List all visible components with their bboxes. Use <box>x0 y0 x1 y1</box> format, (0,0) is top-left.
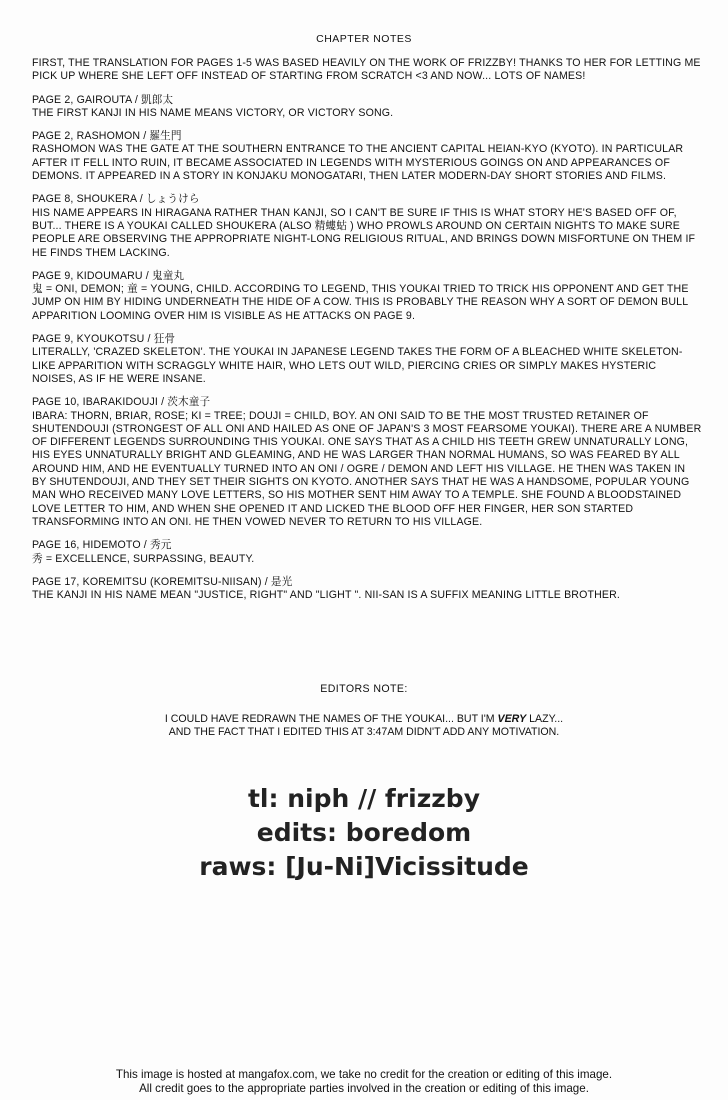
note-body: IBARA: THORN, BRIAR, ROSE; KI = TREE; DOUJI = CHILD, BOY. AN ONI SAID TO BE THE MOST TRUSTED RETAINER OF SHUTENDOUJI (STRONGEST OF ALL ONI AND HAILED AS ONE OF JAPAN'S 3 MOST FEARSOME YOUKAI). THERE ARE A NUMBER OF DIFFERENT LEGENDS SURROUNDING THIS YOUKAI. ONE SAYS THAT AS A CHILD HIS TEETH GREW UNNATURALLY LONG, HIS EYES UNNATURALLY BRIGHT AND GLEAMING, AND HE WAS LARGER THAN NORMAL HUMANS, SO WAS FEARED BY ALL AROUND HIM, AND HE EVENTUALLY TURNED INTO AN ONI / OGRE / DEMON AND LEFT HIS VILLAGE. HE THEN WAS TAKEN IN BY SHUTENDOUJI, AND THEY SET THEIR SIGHTS ON KYOTO. ANOTHER SAYS THAT HE WAS A HANDSOME, POPULAR YOUNG MAN WHO RECEIVED MANY LOVE LETTERS, SO HIS MOTHER SENT HIM AWAY TO A TEMPLE. SHE FOUND A BLOODSTAINED LOVE LETTER TO HIM, AND WHEN SHE OPENED IT AND LICKED THE BLOOD OFF HER FINGER, HER SON STARTED TRANSFORMING INTO AN ONI. HE THEN VOWED NEVER TO RETURN TO HIS VILLAGE. <box>32 409 702 528</box>
note-heading: PAGE 2, GAIROUTA / 凱郎太 <box>32 93 174 106</box>
hosting-disclaimer <box>0 1068 728 1096</box>
note-item <box>32 94 702 121</box>
chapter-notes-title: CHAPTER NOTES <box>316 33 412 45</box>
disclaimer-line-2: All credit goes to the appropriate parties involved in the creation or editing of this image. <box>139 1082 589 1095</box>
editor-credit: edits: boredom <box>256 818 472 847</box>
note-item <box>32 270 702 323</box>
editors-note-line-1 <box>0 713 728 726</box>
note-heading: PAGE 17, KOREMITSU (KOREMITSU-NIISAN) / 是光 <box>32 575 293 588</box>
translator-credit: tl: niph // frizzby <box>247 784 481 813</box>
note-item <box>32 193 702 259</box>
note-body: HIS NAME APPEARS IN HIRAGANA RATHER THAN KANJI, SO I CAN'T BE SURE IF THIS IS WHAT STORY HE'S BASED OFF OF, BUT... THERE IS A YOUKAI CALLED SHOUKERA (ALSO 精螻蛄 ) WHO PROWLS AROUND ON CERTAIN NIGHTS TO MAKE SURE PEOPLE ARE OBSERVING THE APPROPRIATE NIGHT-LONG RELIGIOUS RITUAL, AND BRINGS DOWN MISFORTUNE ON THEM IF HE FINDS THEM LACKING. <box>32 206 696 259</box>
note-heading: PAGE 8, SHOUKERA / しょうけら <box>32 193 200 206</box>
note-item <box>32 130 702 183</box>
note-heading: PAGE 9, KIDOUMARU / 鬼童丸 <box>32 269 185 282</box>
note-item <box>32 576 702 603</box>
editors-note <box>0 683 728 740</box>
raws-credit: raws: [Ju-Ni]Vicissitude <box>199 852 529 881</box>
note-item <box>32 333 702 386</box>
note-heading: PAGE 16, HIDEMOTO / 秀元 <box>32 539 172 552</box>
note-body: THE KANJI IN HIS NAME MEAN "JUSTICE, RIGHT" AND "LIGHT ". NII-SAN IS A SUFFIX MEANING LITTLE BROTHER. <box>32 589 621 602</box>
note-body: LITERALLY, 'CRAZED SKELETON'. THE YOUKAI IN JAPANESE LEGEND TAKES THE FORM OF A BLEACHED WHITE SKELETON-LIKE APPARITION WITH SCRAGGLY WHITE HAIR, WHO LETS OUT WILD, PIERCING CRIES OR SIMPLY MAKES HYSTERIC NOISES, AS IF HE WERE INSANE. <box>32 346 683 385</box>
note-body: THE FIRST KANJI IN HIS NAME MEANS VICTORY, OR VICTORY SONG. <box>32 106 394 119</box>
note-heading: PAGE 10, IBARAKIDOUJI / 茨木童子 <box>32 396 211 409</box>
editors-note-title: EDITORS NOTE: <box>320 683 408 695</box>
editors-note-line-2: AND THE FACT THAT I EDITED THIS AT 3:47AM DIDN'T ADD ANY MOTIVATION. <box>168 726 560 739</box>
editors-note-text: I COULD HAVE REDRAWN THE NAMES OF THE YOUKAI... BUT I'M <box>164 713 498 725</box>
credits <box>0 782 728 884</box>
disclaimer-line-1: This image is hosted at mangafox.com, we take no credit for the creation or editing of this image. <box>115 1068 613 1081</box>
note-heading: PAGE 9, KYOUKOTSU / 狂骨 <box>32 333 176 346</box>
note-body: RASHOMON WAS THE GATE AT THE SOUTHERN ENTRANCE TO THE ANCIENT CAPITAL HEIAN-KYO (KYOTO). IN PARTICULAR AFTER IT FELL INTO RUIN, IT BECAME ASSOCIATED IN LEGENDS WITH MYSTERIOUS GOINGS ON AND APPEARANCES OF DEMONS. IT APPEARED IN A STORY IN KONJAKU MONOGATARI, THEN LATER MODERN-DAY SHORT STORIES AND FILMS. <box>32 143 684 183</box>
notes-section <box>32 57 702 612</box>
editors-note-text: LAZY... <box>526 713 564 725</box>
note-heading: PAGE 2, RASHOMON / 羅生門 <box>32 130 182 143</box>
note-body: 鬼 = ONI, DEMON; 童 = YOUNG, CHILD. ACCORDING TO LEGEND, THIS YOUKAI TRIED TO TRICK HIS OPPONENT AND GET THE JUMP ON HIM BY HIDING UNDERNEATH THE HIDE OF A COW. THIS IS PROBABLY THE REASON WHY A SORT OF DEMON BULL APPARITION LOOMING OVER HIM IS VISIBLE AS HE ATTACKS ON PAGE 9. <box>32 283 689 322</box>
note-item <box>32 539 702 566</box>
note-item <box>32 396 702 529</box>
note-body: 秀 = EXCELLENCE, SURPASSING, BEAUTY. <box>32 552 255 565</box>
editors-note-emphasis: VERY <box>497 713 527 725</box>
intro-text: FIRST, THE TRANSLATION FOR PAGES 1-5 WAS BASED HEAVILY ON THE WORK OF FRIZZBY! THANKS TO HER FOR LETTING ME PICK UP WHERE SHE LEFT OFF INSTEAD OF STARTING FROM SCRATCH <3 AND NOW... LOTS OF NAMES! <box>32 57 701 83</box>
intro-note <box>32 57 702 84</box>
